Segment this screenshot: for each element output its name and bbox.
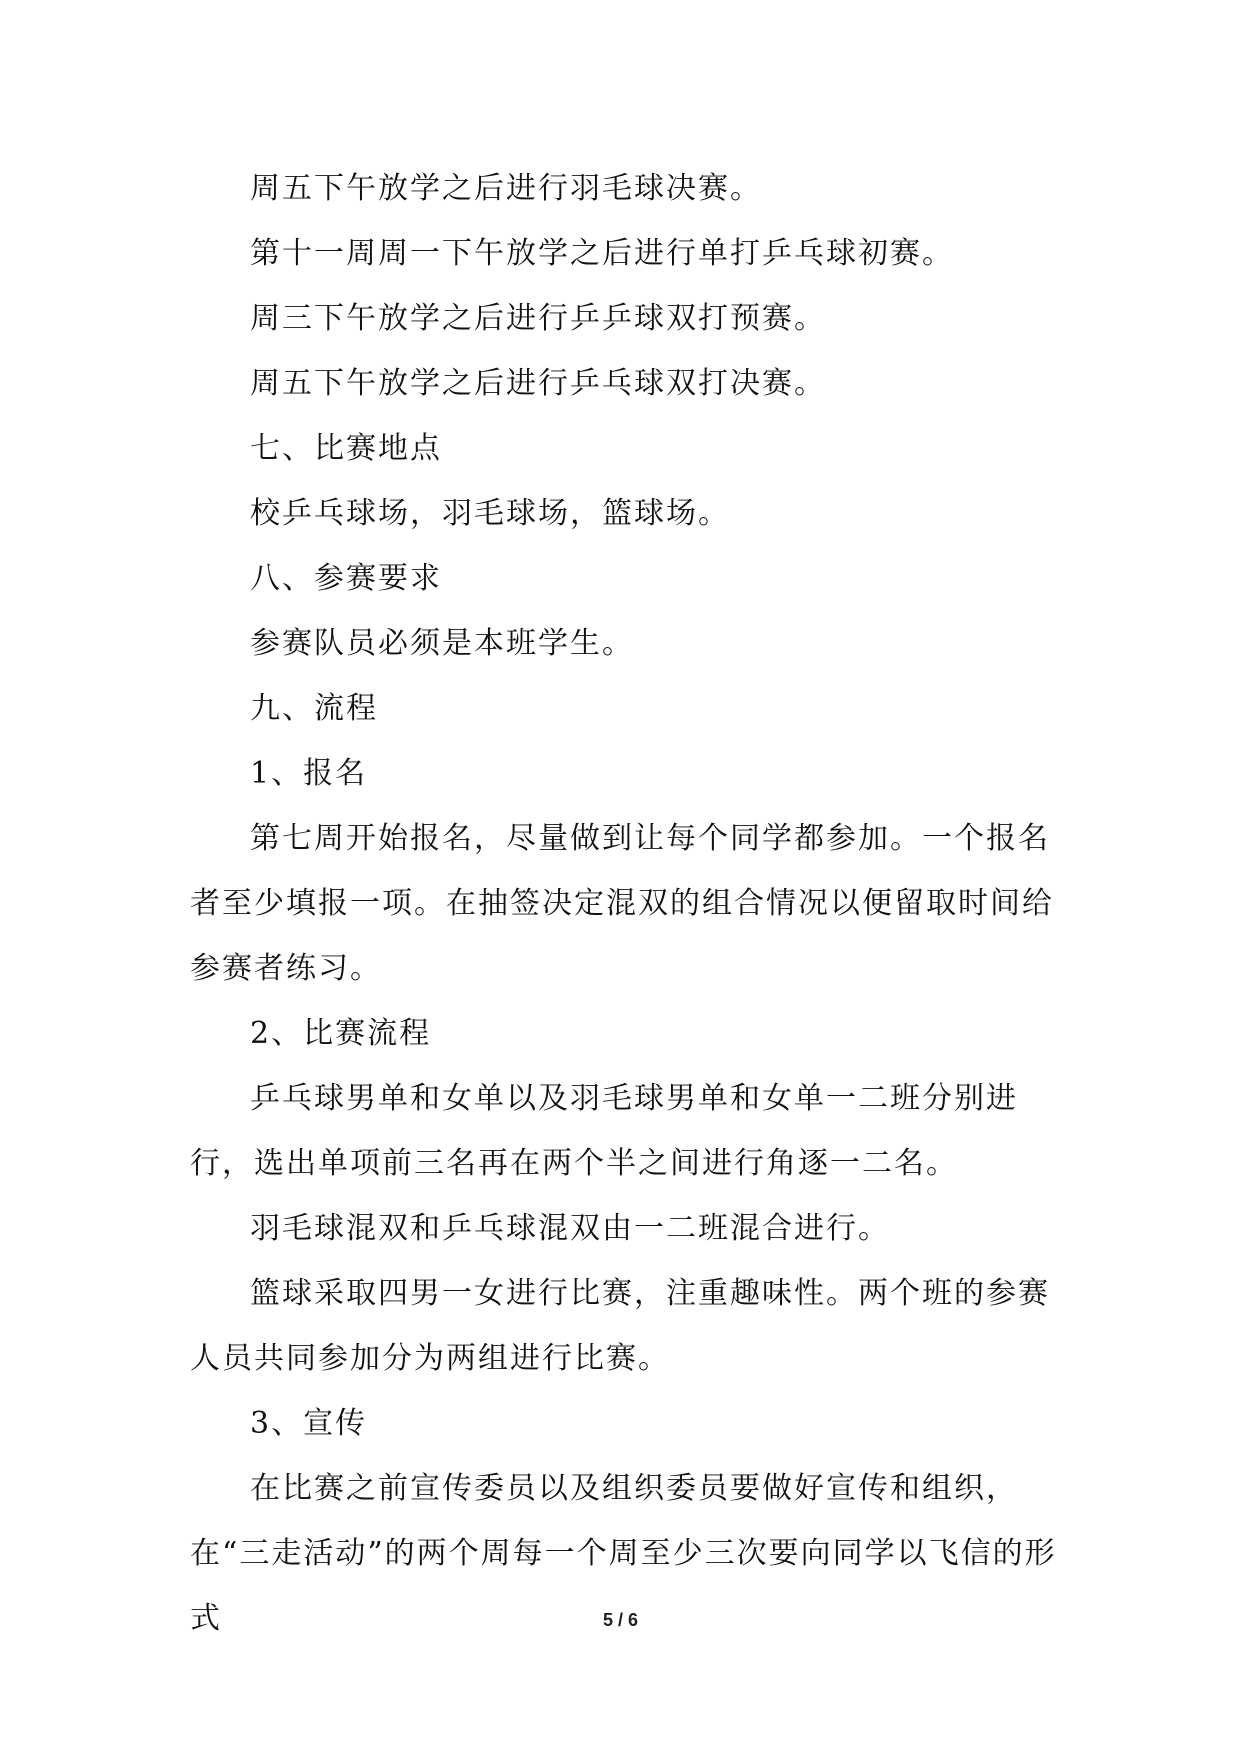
paragraph: 篮球采取四男一女进行比赛，注重趣味性。两个班的参赛人员共同参加分为两组进行比赛。 bbox=[190, 1276, 1050, 1376]
paragraph: 乒乓球男单和女单以及羽毛球男单和女单一二班分别进行，选出单项前三名再在两个半之间进行角逐一二名。 bbox=[190, 1081, 1018, 1181]
paragraph: 第十一周周一下午放学之后进行单打乒乓球初赛。 bbox=[250, 236, 954, 271]
paragraph: 周五下午放学之后进行羽毛球决赛。 bbox=[250, 171, 762, 206]
paragraph: 参赛队员必须是本班学生。 bbox=[250, 626, 634, 661]
page-number: 5 / 6 bbox=[602, 1610, 639, 1630]
document-body bbox=[190, 156, 1070, 1651]
paragraph: 第七周开始报名，尽量做到让每个同学都参加。一个报名者至少填报一项。在抽签决定混双的组合情况以便留取时间给参赛者练习。 bbox=[190, 821, 1054, 986]
section-heading: 七、比赛地点 bbox=[250, 431, 442, 466]
section-heading: 九、流程 bbox=[250, 691, 378, 726]
paragraph: 周三下午放学之后进行乒乒球双打预赛。 bbox=[250, 301, 826, 336]
paragraph: 在比赛之前宣传委员以及组织委员要做好宣传和组织，在“三走活动”的两个周每一个周至少三次要向同学以飞信的形式 bbox=[190, 1471, 1057, 1636]
paragraph: 周五下午放学之后进行乒乓球双打决赛。 bbox=[250, 366, 826, 401]
subsection-heading: 1、报名 bbox=[250, 756, 368, 791]
paragraph: 羽毛球混双和乒乓球混双由一二班混合进行。 bbox=[250, 1211, 890, 1246]
subsection-heading: 2、比赛流程 bbox=[250, 1016, 432, 1051]
paragraph: 校乒乓球场，羽毛球场，篮球场。 bbox=[250, 496, 730, 531]
subsection-heading: 3、宣传 bbox=[250, 1406, 368, 1441]
section-heading: 八、参赛要求 bbox=[250, 561, 442, 596]
